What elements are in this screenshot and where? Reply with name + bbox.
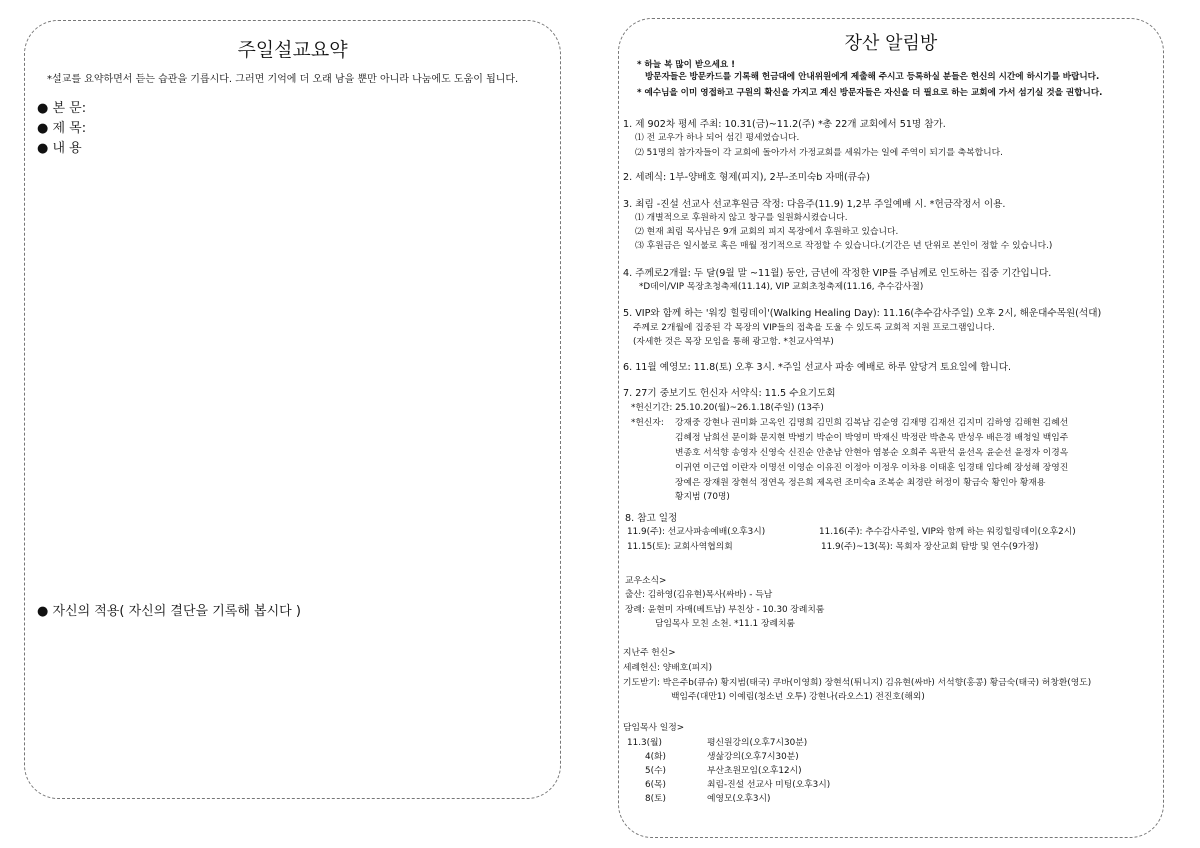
section-3-head: 3. 최림 -진설 선교사 선교후원금 작정: 다음주(11.9) 1,2부 주일예배 시. *헌금작정서 이용.	[623, 199, 1006, 210]
pastor-date: 5(수)	[645, 766, 666, 776]
section-7-names: 황지범 (70명)	[675, 492, 730, 502]
section-7-names: 장예은 장재원 장현석 정연옥 정은희 제옥련 조미숙a 조복순 최경란 허정이 황금숙 황인아 황재용	[675, 478, 1046, 488]
section-7-period: *헌신기간: 25.10.20(월)~26.1.18(주일) (13주)	[631, 403, 824, 413]
section-7-names: 김혜정 남희선 문이화 문지현 박병기 박순이 박영미 박재신 박정란 박춘옥 반성우 배은경 배청일 백임주	[675, 433, 1069, 443]
section-4-head: 4. 주께로2개월: 두 달(9월 말 ~11월) 동안, 금년에 작정한 VIP를 주님께로 인도하는 집중 기간입니다.	[623, 268, 1052, 279]
section-3-line: ⑶ 후원금은 일시불로 혹은 매월 정기적으로 작정할 수 있습니다.(기간은 년 단위로 본인이 정할 수 있습니다.)	[635, 241, 1053, 251]
section-6-head: 6. 11월 예영모: 11.8(토) 오후 3시. *주일 선교사 파송 예배로 하루 앞당겨 토요일에 합니다.	[623, 362, 1012, 373]
notice-greeting: * 하늘 복 많이 받으세요 !	[637, 60, 736, 70]
sermon-summary-title: 주일설교요약	[237, 39, 348, 61]
sermon-intro: *설교를 요약하면서 듣는 습관을 기릅시다. 그러면 기억에 더 오래 남을 뿐만 아니라 나눔에도 도움이 됩니다.	[47, 74, 519, 85]
news-line: 출산: 김하영(김유현)목사(싸바) - 득남	[625, 590, 773, 600]
bullet-text: ● 본 문:	[37, 101, 87, 116]
pastor-event: 예영모(오후3시)	[707, 794, 771, 804]
section-2-head: 2. 세례식: 1부-양배호 형제(피지), 2부-조미숙b 자매(큐슈)	[623, 172, 870, 183]
offering-head: 지난주 헌신>	[623, 648, 676, 658]
section-7-label: *헌신자:	[631, 418, 664, 428]
schedule-item: 11.15(토): 교회사역협의회	[627, 542, 733, 552]
section-1-head: 1. 제 902차 평세 주최: 10.31(금)~11.2(주) *총 22개 교회에서 51명 참가.	[623, 119, 946, 130]
notice-visitors: 방문자들은 방문카드를 기록해 헌금대에 안내위원에게 제출해 주시고 등록하실 분들은 헌신의 시간에 하시기를 바랍니다.	[645, 72, 1100, 82]
section-1-line: ⑴ 전 교우가 하나 되어 섬긴 평세였습니다.	[635, 133, 800, 143]
notice-believers: * 예수님을 이미 영접하고 구원의 확신을 가지고 계신 방문자들은 자신을 더 필요로 하는 교회에 가서 섬기실 것을 권합니다.	[637, 88, 1103, 98]
schedule-item: 11.16(주): 추수감사주일, VIP와 함께 하는 워킹힐링데이(오후2시)	[819, 527, 1076, 537]
pastor-event: 생삶강의(오후7시30분)	[707, 752, 799, 762]
pastor-date: 6(목)	[645, 780, 666, 790]
news-line: 장례: 윤현미 자매(베트남) 부친상 - 10.30 장례치룸	[625, 605, 825, 615]
bullet-application: ● 자신의 적용( 자신의 결단을 기록해 봅시다 )	[37, 604, 301, 619]
section-3-line: ⑵ 현재 최림 목사님은 9개 교회의 피지 목장에서 후원하고 있습니다.	[635, 227, 899, 237]
pastor-event: 평신원강의(오후7시30분)	[707, 738, 808, 748]
schedule-item: 11.9(주): 선교사파송예배(오후3시)	[627, 527, 766, 537]
pastor-date: 8(토)	[645, 794, 666, 804]
offering-line: 세례헌신: 양배호(피지)	[623, 663, 713, 673]
news-head: 교우소식>	[625, 576, 667, 586]
section-7-head: 7. 27기 중보기도 헌신자 서약식: 11.5 수요기도회	[623, 388, 836, 399]
bullet-title: ● 제 목:	[37, 121, 87, 136]
pastor-date: 4(화)	[645, 752, 666, 762]
offering-line: 기도받기: 박은주b(큐슈) 황지범(태국) 쿠바(이영희) 장현석(튀니지) 김유현(싸바) 서석향(홍콩) 황금숙(태국) 허창환(영도)	[623, 678, 1092, 688]
sermon-summary-panel	[24, 20, 561, 799]
bullet-content: ● 내 용	[37, 141, 82, 156]
pastor-event: 부산초원모임(오후12시)	[707, 766, 802, 776]
section-7-names: 이귀연 이근엽 이란자 이명선 이영순 이유진 이정아 이정우 이차용 이태훈 임경태 임다혜 장성해 장영진	[675, 463, 1069, 473]
announcements-panel	[618, 18, 1164, 838]
section-4-line: *D데이/VIP 목장초청축제(11.14), VIP 교회초청축제(11.16, 추수감사절)	[639, 282, 924, 292]
pastor-event: 최림-진설 선교사 미팅(오후3시)	[707, 780, 831, 790]
section-8-head: 8. 참고 일정	[625, 513, 678, 524]
section-7-names: 변종호 서석향 송영자 신영숙 신진순 안춘남 안현아 염봉순 오희주 옥판석 윤선옥 윤순선 윤정자 이경옥	[675, 448, 1069, 458]
section-5-head: 5. VIP와 함께 하는 '워킹 힐링데이'(Walking Healing Day): 11.16(추수감사주일) 오후 2시, 해운대수목원(석대)	[623, 308, 1102, 319]
section-5-line: (자세한 것은 목장 모임을 통해 광고함. *친교사역부)	[633, 337, 834, 347]
section-3-line: ⑴ 개별적으로 후원하지 않고 창구를 일원화시켰습니다.	[635, 213, 848, 223]
pastor-schedule-head: 담임목사 일정>	[623, 723, 685, 733]
news-line: 담임목사 모친 소천. *11.1 장례치룸	[655, 619, 795, 629]
section-7-names: 강재중 강현나 권미화 고옥인 김명희 김민희 김복남 김순영 김재명 김재선 김지미 김하영 김해현 김혜선	[675, 418, 1069, 428]
section-1-line: ⑵ 51명의 참가자들이 각 교회에 돌아가서 가정교회를 세워가는 일에 주역이 되기를 축복합니다.	[635, 148, 1003, 158]
section-5-line: 주께로 2개월에 집중된 각 목장의 VIP들의 접촉을 도울 수 있도록 교회적 지원 프로그램입니다.	[633, 323, 995, 333]
schedule-item: 11.9(주)~13(목): 목회자 장산교회 탐방 및 연수(9가정)	[821, 542, 1039, 552]
pastor-date: 11.3(월)	[627, 738, 662, 748]
announcements-title: 장산 알림방	[844, 33, 938, 54]
offering-line: 백임주(대만1) 이예림(청소년 오투) 강현나(라오스1) 전진호(해외)	[671, 692, 925, 702]
